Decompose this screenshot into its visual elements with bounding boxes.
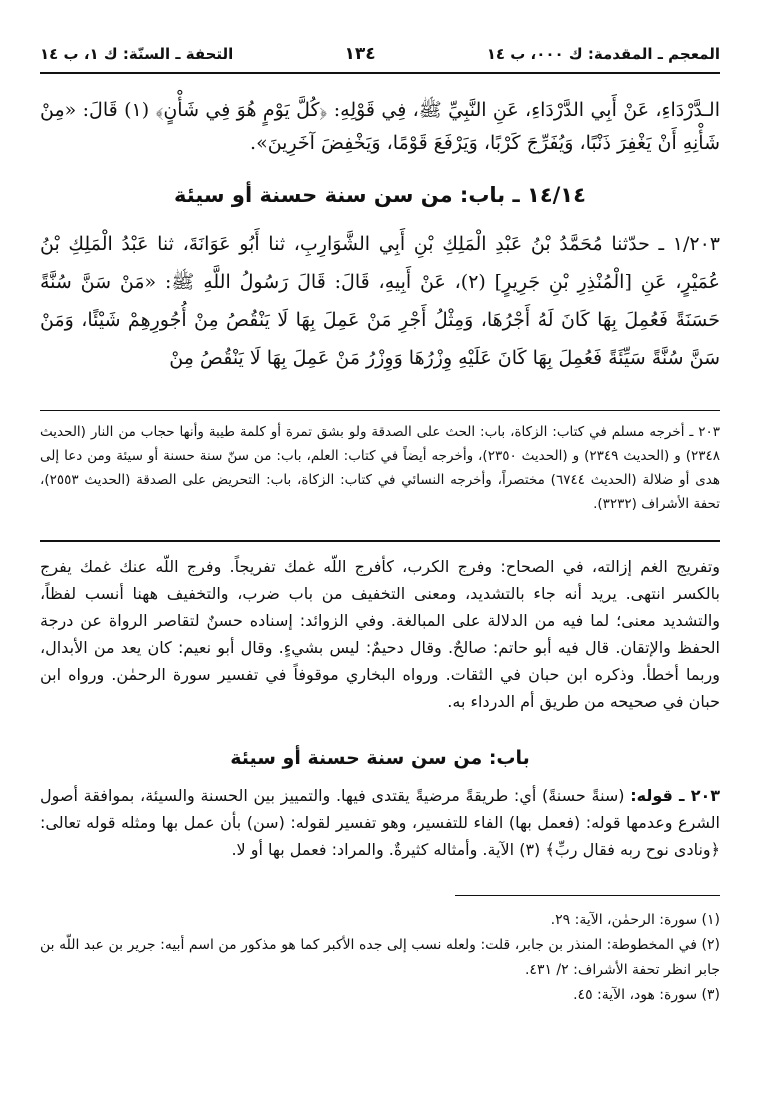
- chapter-title: ١٤/١٤ ـ باب: من سن سنة حسنة أو سيئة: [174, 183, 586, 207]
- commentary-chapter-title: باب: من سن سنة حسنة أو سيئة: [230, 747, 530, 769]
- intro-paragraph: الـدَّرْدَاءِ، عَنْ أَبِي الدَّرْدَاءِ، عَنِ النَّبِيِّ ﷺ، فِي قَوْلِهِ: ﴿كُلَّ يَوْمٍ هُوَ فِي شَأْنٍ﴾ (١) قَالَ: «مِنْ شَأْنِهِ أَنْ يَغْفِرَ ذَنْبًا، وَيُفَرِّجَ كَرْبًا، وَيَرْفَعَ قَوْمًا، وَيَخْفِضَ آخَرِينَ».: [40, 99, 720, 154]
- header-divider: [40, 72, 720, 74]
- footnote-item: (٣) سورة: هود، الآية: ٤٥.: [573, 987, 720, 1003]
- takhrij-paragraph: ٢٠٣ ـ أخرجه مسلم في كتاب: الزكاة، باب: الحث على الصدقة ولو بشق تمرة أو كلمة طيبة وأنها حجاب من النار (الحديث ٢٣٤٨) و (الحديث ٢٣٤٩) و (الحديث ٢٣٥٠)، وأخرجه أيضاً في كتاب: العلم، باب: من سنّ سنة حسنة أو سيئة ومن دعا إلى هدى أو ضلالة (الحديث ٦٧٤٤) مختصراً، وأخرجه النسائي في كتاب: الزكاة، باب: التحريض على الصدقة (الحديث ٢٥٥٣)، تحفة الأشراف (٣٢٣٢).: [40, 424, 721, 512]
- running-header: [40, 40, 720, 68]
- footnote-item: (٢) في المخطوطة: المنذر بن جابر، قلت: ولعله نسب إلى جده الأكبر كما هو مذكور من اسم أبيه: جرير بن عبد اللّه بن جابر انظر تحفة الأشراف: ٢/ ٤٣١.: [40, 937, 720, 978]
- hadith-text: [40, 225, 720, 377]
- footnotes: [40, 908, 720, 1008]
- hadith-paragraph: ١/٢٠٣ ـ حدّثنا مُحَمَّدُ بْنُ عَبْدِ الْمَلِكِ بْنِ أَبِي الشَّوَارِبِ، ثنا أَبُو عَوَانَةَ، ثنا عَبْدُ الْمَلِكِ بْنُ عُمَيْرٍ، عَنِ [الْمُنْذِرِ بْنِ جَرِيرٍ] (٢)، عَنْ أَبِيهِ، قَالَ: قَالَ رَسُولُ اللَّهِ ﷺ: «مَنْ سَنَّ سُنَّةً حَسَنَةً فَعُمِلَ بِهَا كَانَ لَهُ أَجْرُهَا، وَمِثْلُ أَجْرِ مَنْ عَمِلَ بِهَا لَا يَنْقُصُ مِنْ أُجُورِهِمْ شَيْئًا، وَمَنْ سَنَّ سُنَّةً سَيِّئَةً فَعُمِلَ بِهَا كَانَ عَلَيْهِ وِزْرُهَا وَوِزْرُ مَنْ عَمِلَ بِهَا لَا يَنْقُصُ مِنْ: [40, 233, 721, 369]
- takhrij-divider: [40, 410, 720, 411]
- footnote-item: (١) سورة: الرحمٰن، الآية: ٢٩.: [550, 912, 720, 928]
- header-right-reference: المعجم ـ المقدمة: ك ٠٠٠، ب ١٤: [486, 45, 720, 63]
- header-left-reference: التحفة ـ السنّة: ك ١، ب ١٤: [40, 45, 234, 63]
- page-number: ١٣٤: [344, 44, 376, 64]
- commentary-text: [40, 553, 720, 715]
- commentary-lead: ٢٠٣ ـ قوله:: [630, 786, 720, 805]
- takhrij-note: [40, 420, 720, 516]
- main-text-intro: [40, 94, 720, 160]
- commentary-paragraph: وتفريج الغم إزالته، في الصحاح: وفرج الكرب، كأفرج اللّه غمك تفريجاً. وفرج اللّه عنك غمك يفرج بالكسر انتهى. يريد أنه جاء بالتشديد، ومعنى التخفيف من باب ضرب، والتخفيف ههنا أنسب لفظاً، والتشديد معنى؛ لما فيه من الدلالة على المبالغة. وفي الزوائد: إسناده حسنٌ لتقاصر الرواة عن درجة الحفظ والإتقان. قال فيه أبو حاتم: صالحٌ. وقال دحيمٌ: ليس بشيءٍ. وقال أبو نعيم: كان يعد من الأبدال، وربما أخطأ. وذكره ابن حبان في الثقات. ورواه البخاري موقوفاً في تفسير سورة الرحمٰن. ورواه ابن حبان في صحيحه من طريق أم الدرداء به.: [40, 557, 720, 711]
- footnote-divider: [455, 895, 720, 896]
- commentary-paragraph-2: [40, 782, 720, 863]
- commentary-body: (سنةً حسنةً) أي: طريقةً مرضيةً يقتدى فيها. والتمييز بين الحسنة والسيئة، بموافقة أصول الشرع وعدمها قوله: (فعمل بها) الفاء للتفسير، وهو تفسير لقوله: (سن) بأن عمل بها ومثله قوله تعالى: ﴿ونادى نوح ربه فقال ربِّ﴾ (٣) الآية. وأمثاله كثيرةٌ. والمراد: فعمل بها أو لا.: [40, 786, 720, 859]
- commentary-text-2: [40, 782, 720, 863]
- commentary-divider: [40, 540, 720, 542]
